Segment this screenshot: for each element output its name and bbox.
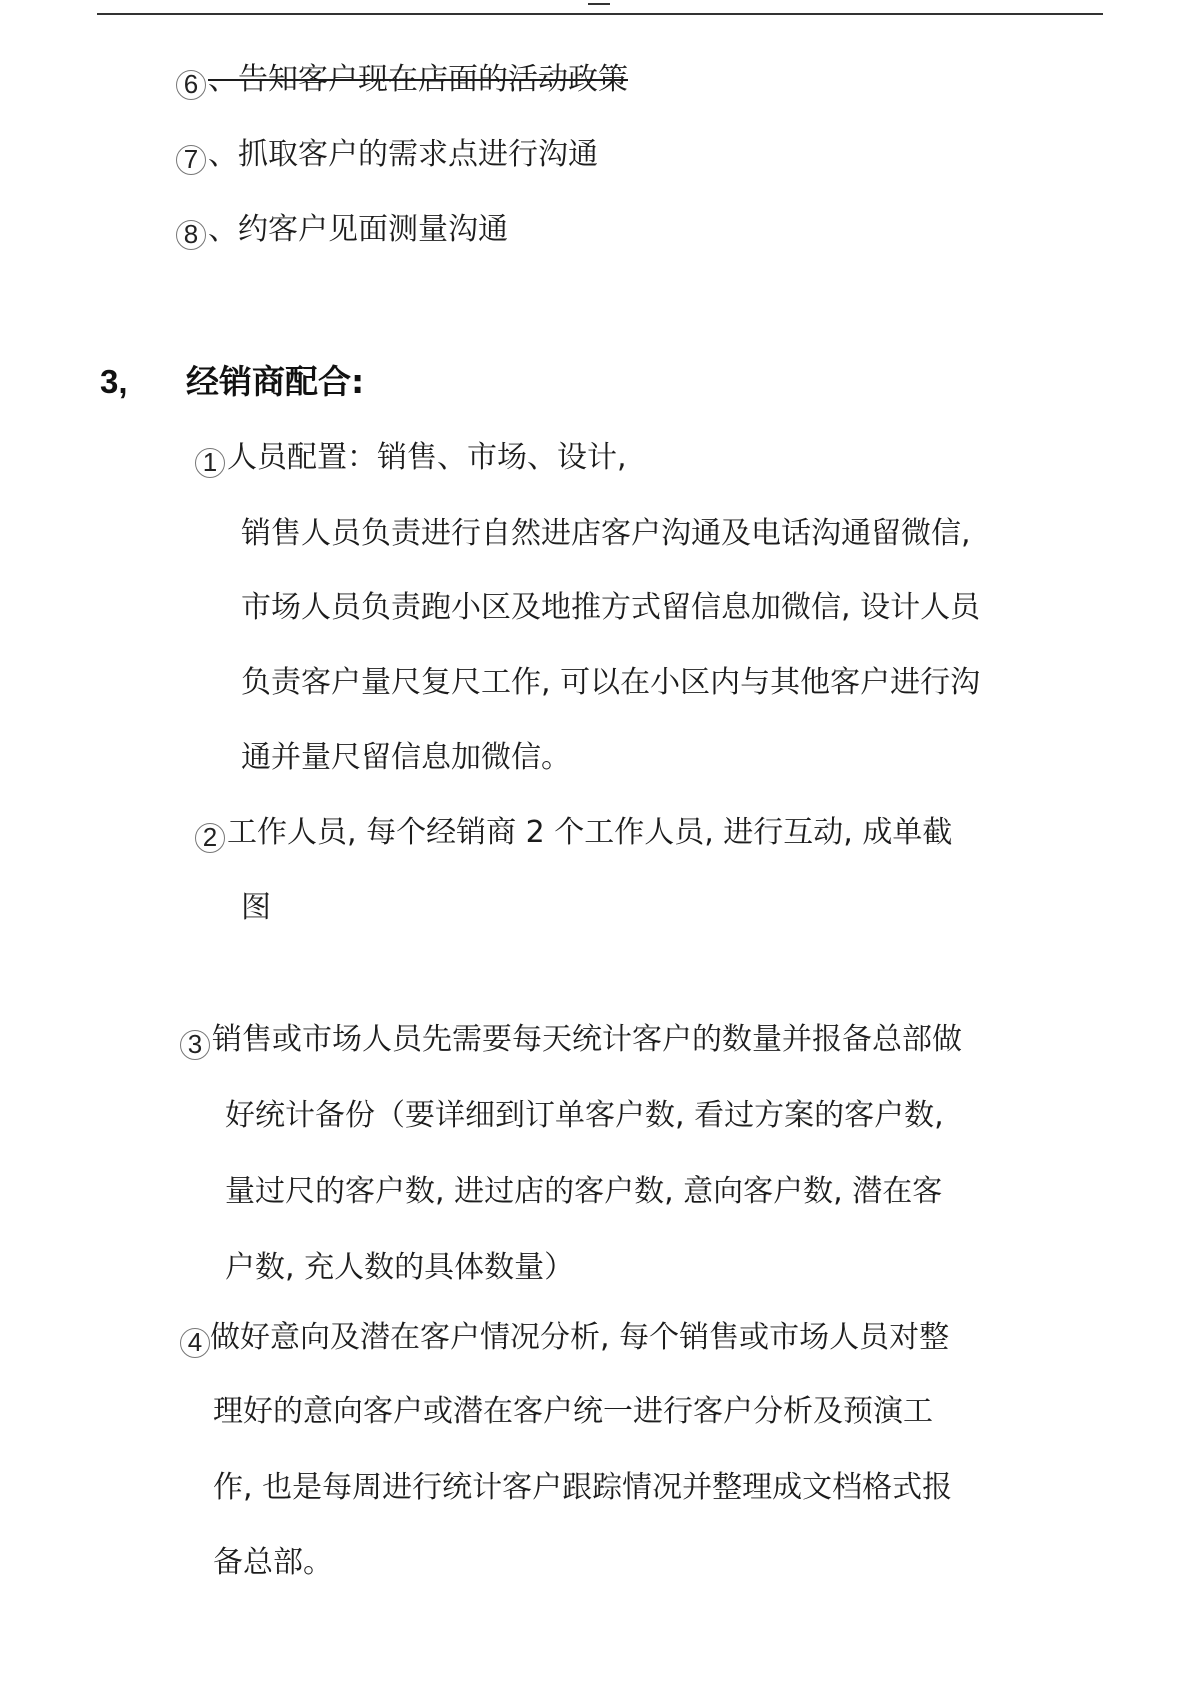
item-3-line-1	[180, 1022, 962, 1060]
item-1-line-3: 市场人员负责跑小区及地推方式留信息加微信, 设计人员	[241, 590, 981, 625]
item-4-line-1	[180, 1320, 949, 1358]
list-item-text: 、告知客户现在店面的活动政策	[208, 62, 628, 97]
item-4-line-4: 备总部。	[213, 1545, 333, 1580]
item-1-line-4: 负责客户量尺复尺工作, 可以在小区内与其他客户进行沟	[241, 665, 981, 700]
list-item-8	[176, 212, 508, 250]
circled-number: 2	[195, 823, 225, 853]
item-1-line-1	[195, 440, 627, 478]
section-title: 经销商配合:	[186, 362, 365, 401]
circled-number: 1	[195, 448, 225, 478]
circled-number: 6	[176, 70, 206, 100]
item-2-line-1	[195, 815, 952, 853]
list-item-7	[176, 137, 598, 175]
list-item-text: 、抓取客户的需求点进行沟通	[208, 137, 598, 172]
item-4-line-3: 作, 也是每周进行统计客户跟踪情况并整理成文档格式报	[213, 1470, 953, 1505]
list-item-text: 、约客户见面测量沟通	[208, 212, 508, 247]
header-rule	[97, 13, 1103, 15]
item-2-line-2: 图	[241, 890, 271, 925]
item-3-line-4: 户数, 充人数的具体数量）	[225, 1250, 575, 1285]
circled-number: 8	[176, 220, 206, 250]
item-4-line-2: 理好的意向客户或潜在客户统一进行客户分析及预演工	[213, 1394, 933, 1429]
item-text: 做好意向及潜在客户情况分析, 每个销售或市场人员对整	[210, 1320, 950, 1355]
header-mark	[588, 3, 610, 5]
item-text: 销售或市场人员先需要每天统计客户的数量并报备总部做	[212, 1022, 962, 1057]
section-heading	[100, 362, 364, 402]
circled-number: 3	[180, 1030, 210, 1060]
section-number: 3,	[100, 363, 128, 400]
item-text: 工作人员, 每个经销商 2 个工作人员, 进行互动, 成单截	[227, 815, 953, 850]
item-3-line-3: 量过尺的客户数, 进过店的客户数, 意向客户数, 潜在客	[225, 1174, 943, 1209]
item-1-line-2: 销售人员负责进行自然进店客户沟通及电话沟通留微信,	[241, 516, 971, 551]
item-1-line-5: 通并量尺留信息加微信。	[241, 740, 571, 775]
circled-number: 4	[180, 1328, 210, 1358]
item-text: 人员配置：销售、市场、设计,	[227, 440, 627, 475]
circled-number: 7	[176, 145, 206, 175]
list-item-6	[176, 62, 628, 100]
item-3-line-2: 好统计备份（要详细到订单客户数, 看过方案的客户数,	[225, 1098, 944, 1133]
